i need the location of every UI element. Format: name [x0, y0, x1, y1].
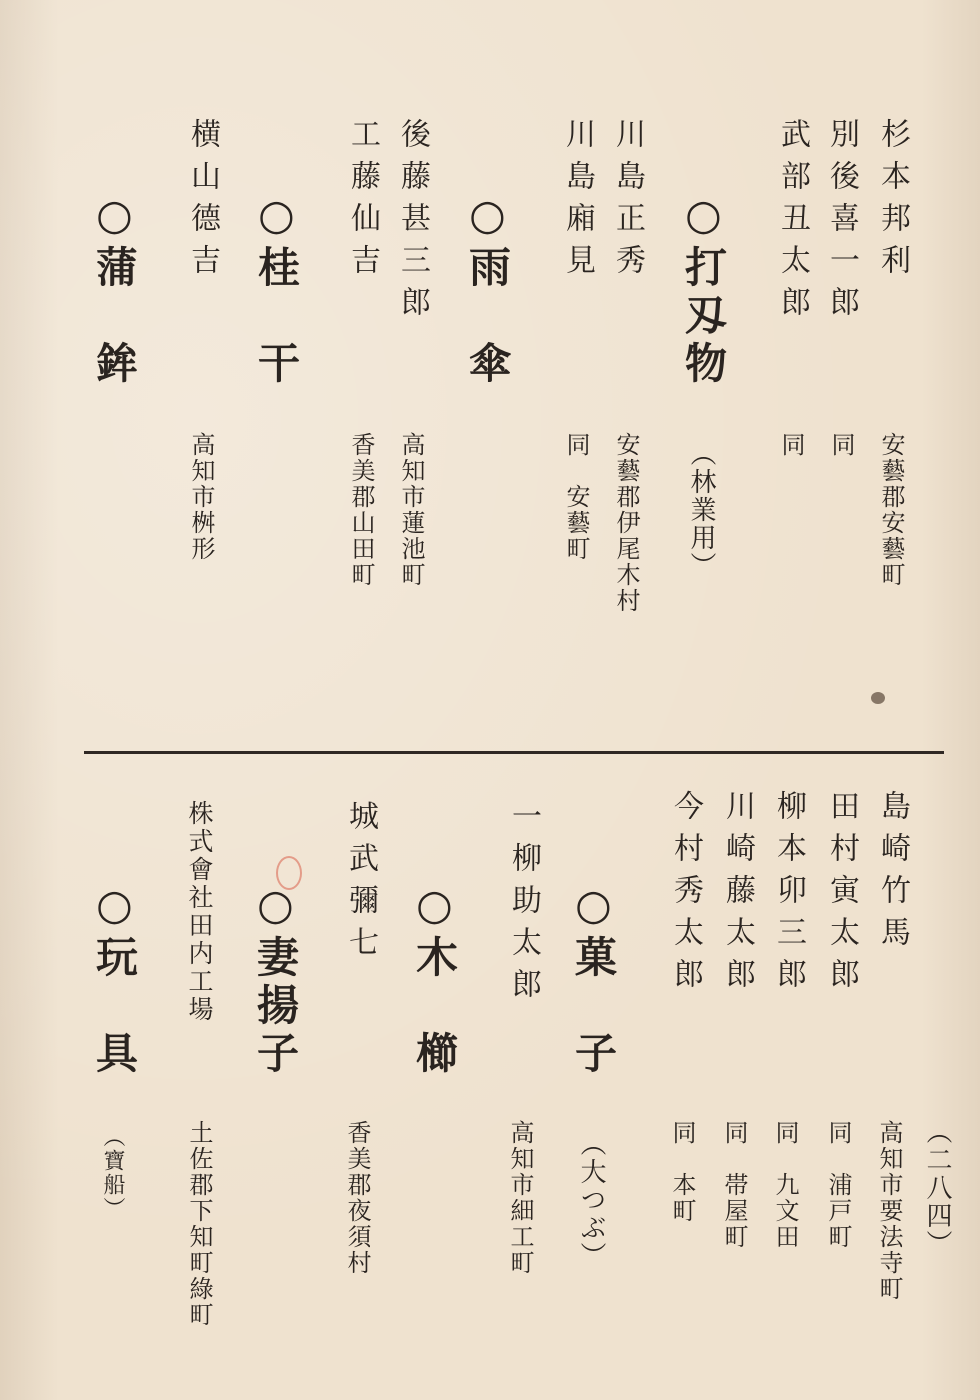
list-item-name: 今村秀太郎 — [668, 790, 703, 1000]
list-item-name: 柳本卯三郎 — [771, 790, 806, 1000]
section-heading-kashi: ○菓 子 — [569, 880, 618, 1079]
list-item-address: 安藝郡安藝町 — [877, 432, 905, 588]
section-heading-amagasa: ○雨 傘 — [463, 190, 512, 389]
list-item-name: 工藤仙吉 — [345, 118, 380, 286]
section-heading-note: （大つぶ） — [576, 1130, 606, 1270]
list-item-name: 別後喜一郎 — [824, 118, 859, 328]
section-heading-note: （林業用） — [686, 440, 716, 580]
list-item-name: 武部丑太郎 — [775, 118, 810, 328]
section-heading-kamaboko: ○蒲 鉾 — [90, 190, 139, 389]
section-heading-kigushi: ○木 櫛 — [410, 880, 459, 1079]
list-item-address: 高知市桝形 — [187, 432, 215, 562]
list-item-address: 高知市要法寺町 — [875, 1120, 903, 1302]
list-item-name: 川崎藤太郎 — [720, 790, 755, 1000]
list-item-address: 高知市蓮池町 — [397, 432, 425, 588]
list-item-name: 後藤甚三郎 — [395, 118, 430, 328]
section-heading-keikan: ○桂 干 — [252, 190, 301, 389]
list-item-address: 香美郡山田町 — [347, 432, 375, 588]
section-heading-tsumayoji: ○妻揚子 — [251, 880, 300, 1079]
list-item-name: 一柳助太郎 — [506, 800, 541, 1010]
red-stamp-mark — [276, 856, 302, 890]
list-item-address: 同 安藝町 — [562, 432, 590, 562]
section-heading-gangu: ○玩 具 — [90, 880, 139, 1079]
ink-spot — [871, 692, 885, 704]
list-item-address: 高知市細工町 — [506, 1120, 534, 1276]
list-item-address: 同 — [777, 432, 805, 458]
list-item-address: 同 帯屋町 — [720, 1120, 748, 1250]
section-heading-uchihamono: ○打刄物 — [679, 190, 728, 389]
list-item-address: 同 九文田 — [771, 1120, 799, 1250]
list-item-name: 川島正秀 — [610, 118, 645, 286]
list-item-address: 同 — [827, 432, 855, 458]
list-item-address: 香美郡夜須村 — [343, 1120, 371, 1276]
list-item-name: 城武彌七 — [343, 800, 378, 968]
page-number: （二八四） — [922, 1118, 952, 1258]
list-item-address: 同 浦戸町 — [824, 1120, 852, 1250]
list-item-address: 安藝郡伊尾木村 — [612, 432, 640, 614]
list-item-name: 島崎竹馬 — [875, 790, 910, 958]
list-item-address: 同 本町 — [668, 1120, 696, 1224]
section-divider — [84, 751, 944, 754]
list-item-name: 田村寅太郎 — [824, 790, 859, 1000]
list-item-address: 土佐郡下知町綠町 — [185, 1120, 213, 1328]
list-item-name: 横山德吉 — [185, 118, 220, 286]
list-item-name: 杉本邦利 — [875, 118, 910, 286]
list-item-name: 株式會社田内工場 — [185, 800, 214, 1024]
section-heading-note: （寶船） — [100, 1125, 125, 1221]
list-item-name: 川島廂見 — [560, 118, 595, 286]
